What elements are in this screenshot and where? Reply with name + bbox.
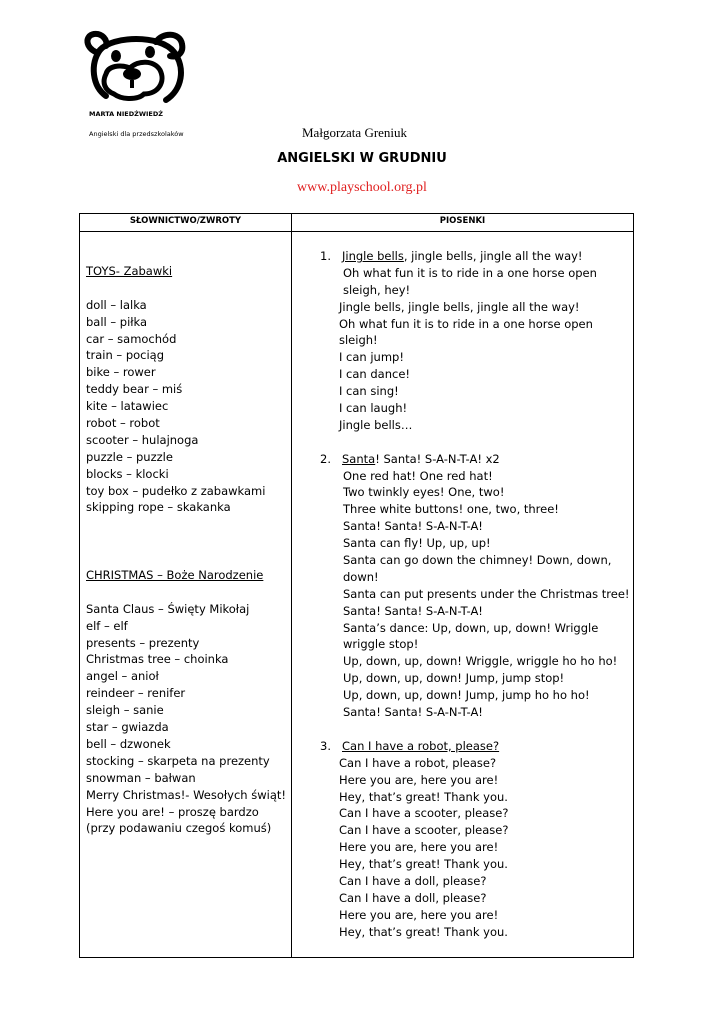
song-line: Up, down, up, down! Jump, jump ho ho ho!	[343, 688, 590, 703]
song-line: I can jump!	[339, 350, 404, 365]
song-title-rest: , jingle bells, jingle all the way!	[403, 249, 583, 263]
brand-subtitle: Angielski dla przedszkolaków	[89, 130, 184, 138]
vocabulary-column	[86, 263, 286, 837]
song-title-underlined: Santa	[342, 451, 376, 466]
document-title	[0, 151, 724, 166]
vocabulary-item: stocking – skarpeta na prezenty	[86, 753, 270, 768]
vocabulary-item: Santa Claus – Święty Mikołaj	[86, 601, 250, 616]
songs-column-header: PIOSENKI	[439, 216, 486, 226]
vocabulary-item: Christmas tree – choinka	[86, 652, 229, 667]
brand-name: MARTA NIEDŹWIEDŹ	[89, 110, 163, 118]
song-line: sleigh, hey!	[343, 282, 411, 297]
song-line: Hey, that’s great! Thank you.	[339, 857, 508, 872]
vocabulary-item: angel – anioł	[86, 669, 159, 684]
song-line: Here you are, here you are!	[339, 772, 499, 787]
vocabulary-item: ball – piłka	[86, 314, 148, 329]
song-line: Can I have a robot, please?	[339, 755, 497, 770]
song	[320, 738, 630, 941]
song-line: Santa can put presents under the Christmas tree!	[343, 586, 630, 601]
header-divider	[80, 231, 633, 232]
vocabulary-item: kite – latawiec	[86, 399, 169, 414]
song-line: Two twinkly eyes! One, two!	[343, 485, 505, 500]
song-title	[342, 248, 583, 265]
song-line: Jingle bells, jingle bells, jingle all the way!	[339, 299, 580, 314]
song-line: Can I have a scooter, please?	[339, 823, 509, 838]
vocabulary-item: robot – robot	[86, 416, 160, 431]
song-line: Santa can fly! Up, up, up!	[343, 536, 491, 551]
column-divider	[291, 214, 292, 957]
song-line: Santa! Santa! S-A-N-T-A!	[343, 519, 483, 534]
song-line: Santa can go down the chimney! Down, down,	[343, 553, 612, 568]
song-title-underlined: Jingle bells	[342, 249, 404, 263]
vocabulary-item: train – pociąg	[86, 348, 165, 363]
vocabulary-item: Merry Christmas!- Wesołych świąt!	[86, 787, 287, 802]
song-number: 1.	[320, 249, 331, 263]
song-line: One red hat! One red hat!	[343, 468, 493, 483]
song-heading	[320, 738, 630, 755]
vocabulary-column-header: SŁOWNICTWO/ZWROTY	[129, 216, 242, 226]
song	[320, 248, 630, 434]
song-line: Santa’s dance: Up, down, up, down! Wriggle	[343, 620, 599, 635]
song-line: Here you are, here you are!	[339, 840, 499, 855]
song-line: Santa! Santa! S-A-N-T-A!	[343, 603, 483, 618]
song-number: 2.	[320, 451, 331, 466]
website-link[interactable]: www.playschool.org.pl	[297, 180, 427, 195]
vocabulary-item: car – samochód	[86, 331, 177, 346]
song-line: Can I have a doll, please?	[339, 873, 487, 888]
vocabulary-item: star – gwiazda	[86, 720, 169, 735]
vocabulary-item: elf – elf	[86, 618, 128, 633]
song-line: Can I have a scooter, please?	[339, 806, 509, 821]
song-line: Santa! Santa! S-A-N-T-A!	[343, 705, 483, 720]
author-name: Małgorzata Greniuk	[302, 125, 408, 140]
song-line: Hey, that’s great! Thank you.	[339, 924, 508, 939]
toys-heading: TOYS- Zabawki	[86, 264, 173, 278]
vocabulary-item: reindeer – renifer	[86, 686, 186, 701]
christmas-heading: CHRISTMAS – Boże Narodzenie	[86, 568, 264, 583]
song-title-underlined: Can I have a robot, please?	[342, 738, 500, 753]
song-line: Jingle bells…	[339, 417, 413, 432]
song-line: I can laugh!	[339, 401, 408, 416]
vocabulary-item: skipping rope – skakanka	[86, 500, 231, 515]
song-line: down!	[343, 569, 379, 584]
song-line: I can sing!	[339, 384, 399, 399]
vocabulary-item: scooter – hulajnoga	[86, 432, 199, 447]
song-heading	[320, 248, 630, 265]
song-title	[342, 738, 499, 755]
vocabulary-item: presents – prezenty	[86, 635, 200, 650]
christmas-list	[86, 601, 286, 837]
bear-face-icon	[82, 30, 190, 104]
songs-column	[320, 248, 630, 957]
song-title-rest: ! Santa! S-A-N-T-A! x2	[375, 451, 500, 466]
song-line: Oh what fun it is to ride in a one horse open	[343, 265, 597, 280]
vocabulary-item: snowman – bałwan	[86, 770, 196, 785]
vocabulary-item: bell – dzwonek	[86, 736, 171, 751]
vocabulary-item: bike – rower	[86, 365, 156, 380]
vocabulary-item: puzzle – puzzle	[86, 449, 173, 464]
song-line: Three white buttons! one, two, three!	[343, 502, 559, 517]
song-line: I can dance!	[339, 367, 411, 382]
vocabulary-item: (przy podawaniu czegoś komuś)	[86, 821, 272, 836]
song-line: sleigh!	[339, 333, 378, 348]
song-line: Oh what fun it is to ride in a one horse open	[339, 316, 593, 331]
song-line: Here you are, here you are!	[339, 907, 499, 922]
song-title	[342, 451, 500, 468]
toys-list	[86, 297, 286, 517]
song-line: Up, down, up, down! Jump, jump stop!	[343, 671, 565, 686]
song-line: Up, down, up, down! Wriggle, wriggle ho ho ho!	[343, 654, 618, 669]
vocabulary-item: Here you are! – proszę bardzo	[86, 804, 259, 819]
vocabulary-item: sleigh – sanie	[86, 703, 164, 718]
vocabulary-item: teddy bear – miś	[86, 382, 183, 397]
song-line: Hey, that’s great! Thank you.	[339, 789, 508, 804]
vocabulary-item: toy box – pudełko z zabawkami	[86, 483, 266, 498]
document-title-text: ANGIELSKI W GRUDNIU	[277, 151, 447, 166]
vocabulary-item: doll – lalka	[86, 297, 147, 312]
song-line: wriggle stop!	[343, 637, 419, 652]
vocabulary-item: blocks – klocki	[86, 466, 169, 481]
song-number: 3.	[320, 738, 331, 753]
song-line: Can I have a doll, please?	[339, 890, 487, 905]
song	[320, 451, 630, 721]
song-heading	[320, 451, 630, 468]
